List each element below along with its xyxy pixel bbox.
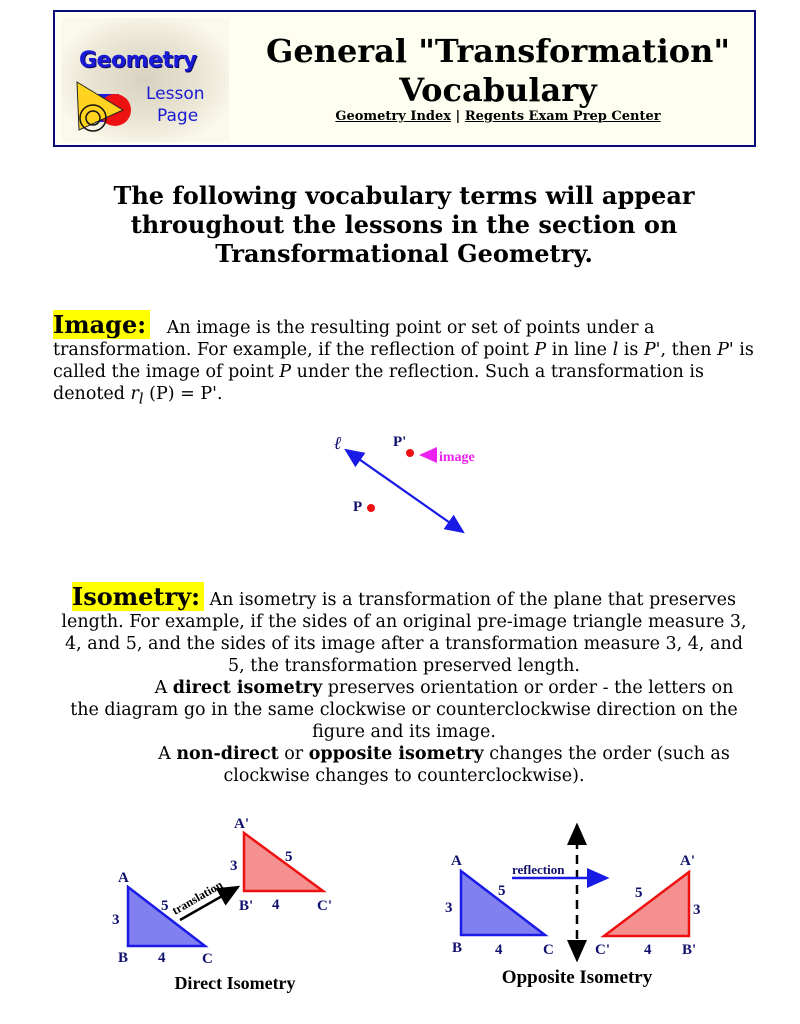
header-nav (245, 109, 751, 124)
svg-text:B': B' (239, 898, 254, 914)
point-p-prime (406, 449, 414, 457)
svg-text:translation: translation (169, 877, 226, 918)
logo-title: Geometry (79, 48, 197, 73)
opposite-isometry-caption: Opposite Isometry (501, 967, 653, 988)
geometry-shapes-icon (75, 80, 145, 140)
svg-text:C: C (202, 951, 213, 967)
svg-text:4: 4 (495, 942, 503, 958)
image-definition: Image: An image is the resulting point or set of points under a transformation. For example, if the reflection of point P in line l is P', then P' is called the image of point P under the reflection. Such a transformation is denoted $r_l$ (P) = P'. (53, 310, 754, 408)
isometry-definition: Isometry: An isometry is a transformation of the plane that preserves length. For example, if the sides of an original pre-image triangle measure 3, 4, and 5, and the sides of its image after a transformation measure 3, 4, and 5, the transformation preserved length. A direct isometry preserves orientation or order - the letters on the diagram go in the same clockwise or counterclockwise direction on the figure and its image. A non-direct or opposite isometry changes the order (such as clockwise changes to counterclockwise). (61, 582, 747, 786)
svg-text:5: 5 (498, 883, 506, 899)
geometry-index-link[interactable]: Geometry Index (335, 109, 452, 124)
image-triangle (244, 833, 323, 891)
logo-subtitle: Page (157, 106, 199, 126)
direct-isometry-diagram (105, 810, 345, 1000)
svg-text:5: 5 (285, 849, 293, 865)
svg-text:B: B (118, 950, 129, 966)
svg-text:3: 3 (112, 912, 120, 928)
term-isometry: Isometry: (72, 582, 204, 611)
image-annotation: image (439, 450, 475, 465)
svg-text:4: 4 (272, 897, 280, 913)
svg-text:B': B' (682, 942, 697, 958)
pre-image-triangle (461, 871, 545, 935)
direct-isometry-caption: Direct Isometry (174, 973, 296, 993)
svg-text:reflection: reflection (512, 862, 565, 877)
opposite-isometry-diagram (435, 815, 715, 995)
link-separator: | (455, 109, 461, 124)
page-header (53, 10, 756, 147)
svg-text:3: 3 (230, 858, 238, 874)
term-image: Image: (53, 310, 150, 339)
image-triangle (604, 872, 689, 936)
svg-text:C: C (543, 942, 554, 958)
intro-heading: The following vocabulary terms will appear throughout the lessons in the section on Transformational Geometry. (113, 181, 695, 268)
geometry-lesson-logo (61, 18, 229, 142)
line-label: ℓ (334, 433, 342, 453)
svg-text:4: 4 (644, 942, 652, 958)
svg-text:A: A (451, 853, 462, 869)
svg-text:3: 3 (693, 902, 701, 918)
point-p-label: P (353, 499, 363, 515)
svg-text:5: 5 (635, 885, 643, 901)
svg-text:3: 3 (445, 900, 453, 916)
svg-text:A: A (118, 870, 129, 886)
svg-text:4: 4 (158, 950, 166, 966)
svg-text:A': A' (680, 853, 695, 869)
svg-text:B: B (452, 940, 463, 956)
page-title: General "Transformation" Vocabulary (265, 32, 730, 109)
point-p (367, 504, 375, 512)
logo-subtitle: Lesson (146, 84, 205, 104)
regents-exam-prep-link[interactable]: Regents Exam Prep Center (464, 109, 661, 124)
svg-text:C': C' (317, 898, 332, 914)
reflection-image-diagram (320, 425, 490, 545)
svg-text:A': A' (234, 816, 249, 832)
svg-text:5: 5 (161, 898, 169, 914)
svg-text:C': C' (595, 942, 610, 958)
point-p-prime-label: P' (393, 434, 407, 450)
